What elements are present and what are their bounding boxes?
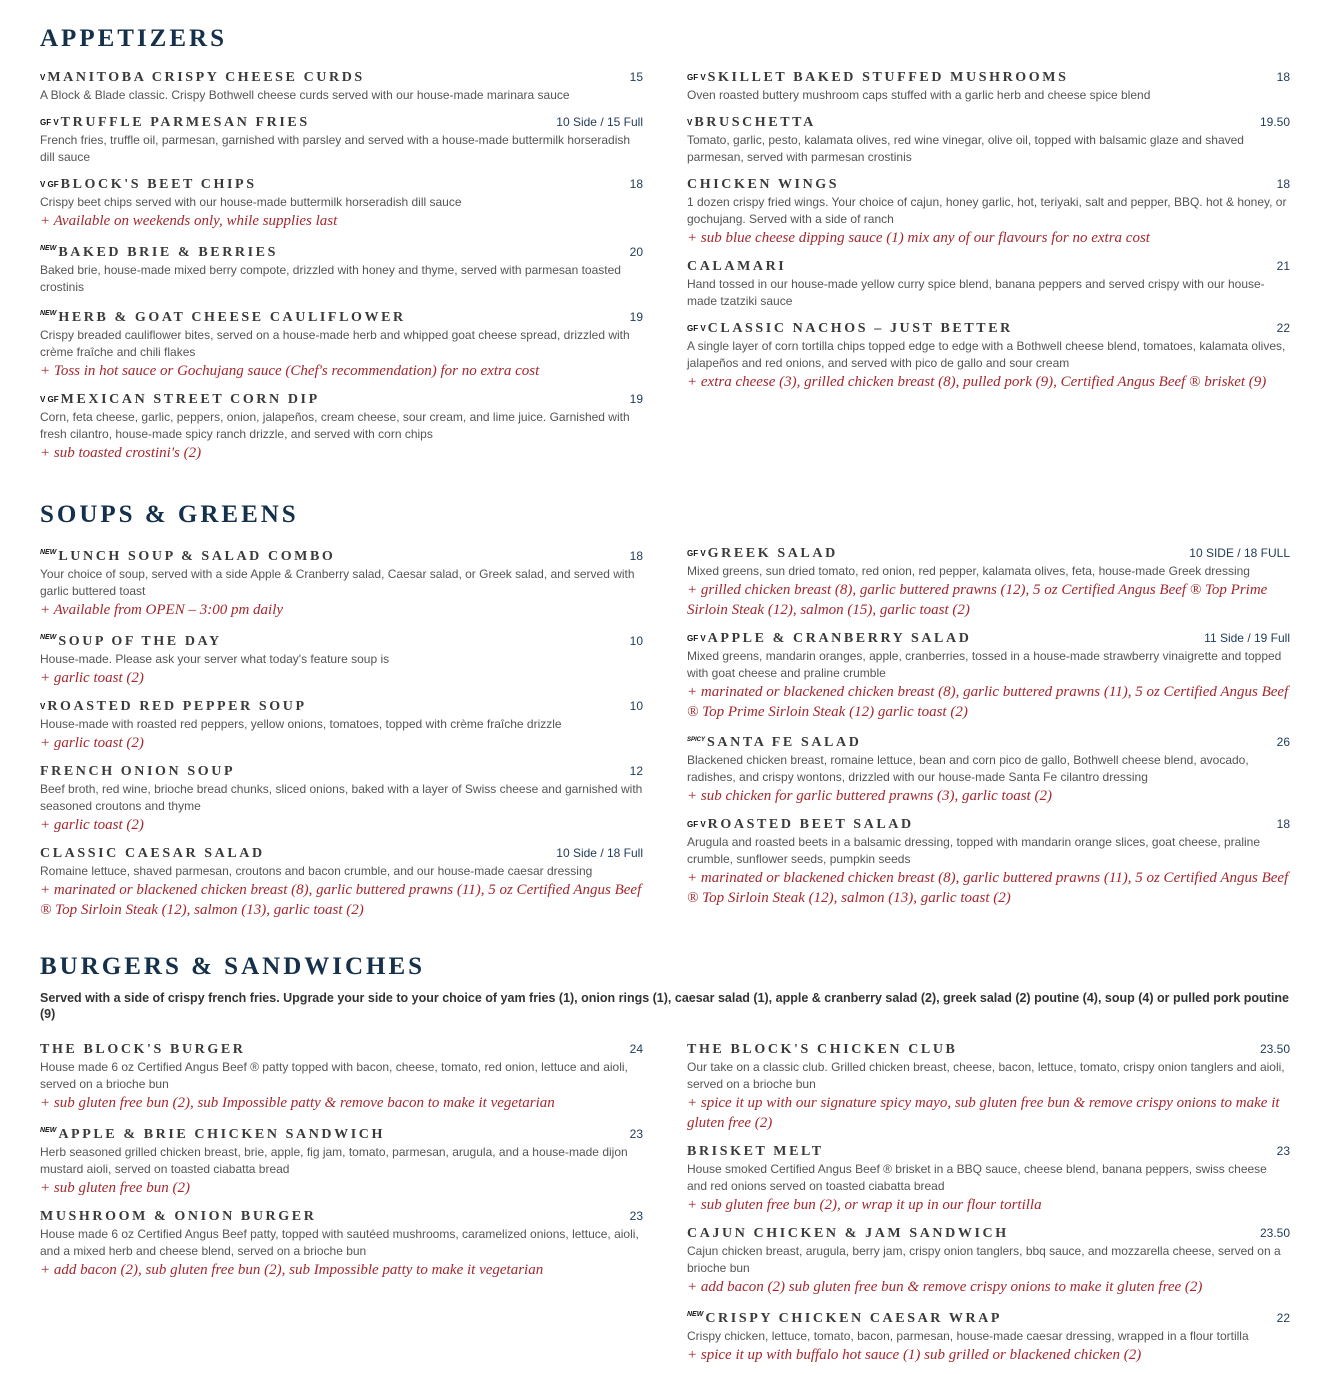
menu-item-title: CAJUN CHICKEN & JAM SANDWICH: [687, 1226, 1009, 1241]
burgers-side-note: Served with a side of crispy french fries. Upgrade your side to your choice of yam fries (1), onion rings (1), caesar salad (1), apple & cranberry salad (2), greek salad (2) poutine (4), soup (4) or pulled pork poutine (9): [40, 991, 1289, 1021]
menu-item-description: Beef broth, red wine, brioche bread chunks, sliced onions, baked with a layer of Swiss cheese and garnished with seasoned croutons and thyme: [40, 782, 643, 813]
menu-item-name: [40, 1041, 246, 1059]
menu-item-description: Oven roasted buttery mushroom caps stuffed with a garlic herb and cheese spice blend: [687, 88, 1151, 102]
menu-item: [40, 175, 643, 231]
menu-item: [687, 1306, 1290, 1365]
menu-item-addon: + sub gluten free bun (2): [40, 1180, 190, 1196]
appetizers-columns: [40, 68, 1290, 472]
menu-item-name: [40, 1208, 316, 1226]
dietary-tag-badge: GF V: [687, 73, 706, 82]
menu-item-header: [687, 629, 1290, 648]
menu-item: [40, 68, 643, 104]
menu-item-description: Cajun chicken breast, arugula, berry jam, crispy onion tanglers, bbq sauce, and mozzarella cheese, served on a brioche bun: [687, 1244, 1281, 1275]
menu-item-addon: + extra cheese (3), grilled chicken breast (8), pulled pork (9), Certified Angus Beef ® brisket (9): [687, 374, 1267, 390]
menu-item-title: FRENCH ONION SOUP: [40, 764, 236, 779]
dietary-tag-badge: NEW: [40, 310, 57, 317]
menu-item-name: [40, 305, 406, 327]
menu-item-description: Mixed greens, sun dried tomato, red onion, red pepper, kalamata olives, feta, house-made Greek dressing: [687, 564, 1250, 578]
menu-item: [40, 1040, 643, 1113]
dietary-tag-badge: NEW: [40, 1127, 57, 1134]
dietary-tag-badge: V: [40, 73, 46, 82]
menu-item-price: 10 SIDE / 18 FULL: [1189, 546, 1290, 560]
burgers-right-column: [687, 1040, 1290, 1374]
menu-item-price: 11 Side / 19 Full: [1204, 631, 1290, 645]
menu-item-title: CLASSIC NACHOS – JUST BETTER: [707, 321, 1013, 336]
soups-right-column: [687, 544, 1290, 929]
menu-item-name: [687, 114, 816, 132]
menu-item-addon: + sub chicken for garlic buttered prawns (3), garlic toast (2): [687, 788, 1052, 804]
menu-item-header: [687, 319, 1290, 338]
menu-item-description: House-made with roasted red peppers, yellow onions, tomatoes, topped with crème fraîche drizzle: [40, 717, 562, 731]
menu-item-addon: + marinated or blackened chicken breast (8), garlic buttered prawns (11), 5 oz Certified Angus Beef ® Top Sirloin Steak (12), salmon (13), garlic toast (2): [40, 882, 642, 918]
menu-item-addon: + marinated or blackened chicken breast (8), garlic buttered prawns (11), 5 oz Certified Angus Beef ® Top Sirloin Steak (12), salmon (13), garlic toast (2): [687, 870, 1289, 906]
menu-item-header: [40, 762, 643, 781]
menu-item-price: 19: [629, 392, 643, 406]
dietary-tag-badge: V: [40, 702, 46, 711]
dietary-tag-badge: NEW: [40, 245, 57, 252]
section-title-burgers-sandwiches: BURGERS & SANDWICHES: [40, 953, 426, 980]
menu-item-name: [40, 114, 310, 132]
menu-item-title: MEXICAN STREET CORN DIP: [60, 392, 320, 407]
menu-item-name: [687, 1041, 958, 1059]
menu-item: [40, 629, 643, 688]
menu-item: [40, 697, 643, 753]
menu-item-title: BRUSCHETTA: [694, 115, 816, 130]
menu-item-price: 15: [629, 70, 643, 84]
menu-item-header: [40, 113, 643, 132]
menu-item-description: Corn, feta cheese, garlic, peppers, onion, jalapeños, cream cheese, sour cream, and lime juice. Garnished with fresh cilantro, house-made spicy ranch drizzle, and served with corn chips: [40, 410, 630, 441]
burgers-columns: [40, 1040, 1290, 1374]
menu-item-title: SKILLET BAKED STUFFED MUSHROOMS: [707, 70, 1069, 85]
menu-item-description: Baked brie, house-made mixed berry compote, drizzled with honey and thyme, served with parmesan toasted crostinis: [40, 263, 621, 294]
menu-item-price: 26: [1276, 735, 1290, 749]
menu-item-description: Herb seasoned grilled chicken breast, brie, apple, fig jam, tomato, parmesan, arugula, and a house-made dijon mustard aioli, served on toasted ciabatta bread: [40, 1145, 628, 1176]
menu-item-price: 23: [629, 1127, 643, 1141]
soups-columns: [40, 544, 1290, 929]
menu-item-addon: + spice it up with our signature spicy mayo, sub gluten free bun & remove crispy onions to make it gluten free (2): [687, 1095, 1280, 1131]
menu-item: [687, 113, 1290, 166]
menu-item-price: 10: [629, 699, 643, 713]
menu-item-price: 19.50: [1259, 115, 1290, 129]
menu-item: [687, 1040, 1290, 1133]
menu-item-name: [40, 629, 222, 651]
menu-item-title: SOUP OF THE DAY: [58, 634, 222, 649]
menu-item-description: French fries, truffle oil, parmesan, garnished with parsley and served with a house-made buttermilk horseradish dill sauce: [40, 133, 631, 164]
dietary-tag-badge: GF V: [687, 549, 706, 558]
dietary-tag-badge: GF V: [40, 118, 59, 127]
menu-item-description: Mixed greens, mandarin oranges, apple, cranberries, tossed in a house-made strawberry vinaigrette and topped with goat cheese and praline crumble: [687, 649, 1282, 680]
section-title-appetizers: APPETIZERS: [40, 25, 227, 52]
menu-item-title: THE BLOCK'S BURGER: [40, 1042, 246, 1057]
menu-item-description: 1 dozen crispy fried wings. Your choice of cajun, honey garlic, hot, teriyaki, salt and pepper, BBQ. hot & honey, or gochujang. Served with a side of ranch: [687, 195, 1287, 226]
menu-item-title: MUSHROOM & ONION BURGER: [40, 1209, 317, 1224]
menu-item-header: [40, 240, 643, 262]
menu-item-header: [687, 1224, 1290, 1243]
menu-item-description: Your choice of soup, served with a side Apple & Cranberry salad, Caesar salad, or Greek salad, and served with garlic buttered toast: [40, 567, 635, 598]
menu-item-title: GREEK SALAD: [707, 546, 838, 561]
menu-item-name: [40, 176, 257, 194]
menu-item-name: [40, 763, 235, 781]
menu-item: [687, 1224, 1290, 1297]
menu-item-addon: + sub toasted crostini's (2): [40, 445, 202, 461]
menu-item-description: Romaine lettuce, shaved parmesan, croutons and bacon crumble, and our house-made caesar dressing: [40, 864, 593, 878]
menu-item-addon: + add bacon (2), sub gluten free bun (2), sub Impossible patty to make it vegetarian: [40, 1262, 544, 1278]
menu-item-header: [687, 175, 1290, 194]
menu-item-header: [40, 1122, 643, 1144]
menu-item-name: [40, 544, 335, 566]
menu-item-header: [687, 731, 1290, 752]
menu-item-title: BRISKET MELT: [687, 1144, 824, 1159]
menu-item-title: BAKED BRIE & BERRIES: [58, 245, 278, 260]
menu-item-header: [687, 257, 1290, 276]
menu-item-title: ROASTED RED PEPPER SOUP: [47, 699, 307, 714]
menu-item-price: 18: [629, 177, 643, 191]
appetizers-left-column: [40, 68, 643, 472]
dietary-tag-badge: V GF: [40, 180, 59, 189]
menu-item: [40, 240, 643, 296]
menu-item-price: 21: [1276, 259, 1290, 273]
menu-item-header: [687, 544, 1290, 563]
menu-item-description: Our take on a classic club. Grilled chicken breast, cheese, bacon, lettuce, tomato, crispy onion tanglers and aioli, served on a brioche bun: [687, 1060, 1285, 1091]
dietary-tag-badge: NEW: [40, 634, 57, 641]
burgers-sandwiches-section: [40, 952, 1290, 1374]
menu-item-header: [687, 1142, 1290, 1161]
menu-item-title: TRUFFLE PARMESAN FRIES: [60, 115, 310, 130]
menu-item-addon: + grilled chicken breast (8), garlic buttered prawns (12), 5 oz Certified Angus Beef ® Top Prime Sirloin Steak (12), salmon (15), garlic toast (2): [687, 582, 1268, 618]
menu-item-description: House made 6 oz Certified Angus Beef patty, topped with sautéed mushrooms, caramelized onions, lettuce, aioli, and a mixed herb and cheese blend, served on a brioche bun: [40, 1227, 639, 1258]
menu-item-header: [40, 544, 643, 566]
menu-item-name: [687, 1306, 1002, 1328]
menu-item-description: Crispy beet chips served with our house-made buttermilk horseradish dill sauce: [40, 195, 462, 209]
menu-item-price: 24: [629, 1042, 643, 1056]
menu-item-title: SANTA FE SALAD: [707, 735, 862, 750]
menu-item-addon: + sub blue cheese dipping sauce (1) mix any of our flavours for no extra cost: [687, 230, 1150, 246]
menu-item-price: 10 Side / 18 Full: [556, 846, 643, 860]
menu-item-addon: + Available on weekends only, while supplies last: [40, 213, 338, 229]
menu-item-name: [40, 698, 307, 716]
menu-item-title: THE BLOCK'S CHICKEN CLUB: [687, 1042, 958, 1057]
menu-item-description: House-made. Please ask your server what today's feature soup is: [40, 652, 390, 666]
dietary-tag-badge: V: [687, 118, 693, 127]
menu-item-name: [40, 391, 320, 409]
menu-item-title: ROASTED BEET SALAD: [707, 817, 914, 832]
menu-item-name: [40, 69, 365, 87]
menu-item-addon: + Available from OPEN – 3:00 pm daily: [40, 602, 284, 618]
menu-item-price: 23: [629, 1209, 643, 1223]
menu-item: [687, 731, 1290, 806]
menu-item-header: [40, 629, 643, 651]
dietary-tag-badge: GF V: [687, 634, 706, 643]
menu-item-name: [687, 320, 1013, 338]
menu-item-title: CALAMARI: [687, 259, 787, 274]
menu-item-description: A single layer of corn tortilla chips topped edge to edge with a Bothwell cheese blend, tomatoes, kalamata olives, jalapeños and red onions, and served with pico de gallo and sour cream: [687, 339, 1286, 370]
menu-item: [687, 319, 1290, 392]
menu-item-addon: + spice it up with buffalo hot sauce (1) sub grilled or blackened chicken (2): [687, 1347, 1142, 1363]
menu-item-addon: + Toss in hot sauce or Gochujang sauce (Chef's recommendation) for no extra cost: [40, 363, 540, 379]
menu-item-name: [687, 545, 838, 563]
menu-item-price: 18: [629, 549, 643, 563]
menu-item-header: [687, 68, 1290, 87]
menu-item-price: 23.50: [1259, 1042, 1290, 1056]
section-title-soups-greens: SOUPS & GREENS: [40, 501, 299, 528]
menu-item: [40, 544, 643, 620]
menu-item-title: APPLE & BRIE CHICKEN SANDWICH: [58, 1127, 385, 1142]
menu-item-description: Crispy chicken, lettuce, tomato, bacon, parmesan, house-made caesar dressing, wrapped in a flour tortilla: [687, 1329, 1249, 1343]
menu-item-price: 18: [1276, 70, 1290, 84]
menu-item-name: [40, 1122, 385, 1144]
menu-item: [687, 629, 1290, 722]
menu-item-title: HERB & GOAT CHEESE CAULIFLOWER: [58, 310, 406, 325]
menu-item-header: [40, 1207, 643, 1226]
menu-item-title: CRISPY CHICKEN CAESAR WRAP: [705, 1311, 1003, 1326]
menu-item-header: [687, 1040, 1290, 1059]
menu-item-title: CHICKEN WINGS: [687, 177, 840, 192]
menu-page: [40, 24, 1290, 1363]
appetizers-right-column: [687, 68, 1290, 472]
menu-item-header: [40, 390, 643, 409]
menu-item-addon: + add bacon (2) sub gluten free bun & remove crispy onions to make it gluten free (2): [687, 1279, 1203, 1295]
dietary-tag-badge: NEW: [40, 549, 57, 556]
menu-item-description: House made 6 oz Certified Angus Beef ® patty topped with bacon, cheese, tomato, red onion, lettuce and aioli, served on a brioche bun: [40, 1060, 628, 1091]
dietary-tag-badge: GF V: [687, 324, 706, 333]
menu-item-header: [687, 113, 1290, 132]
menu-item: [687, 1142, 1290, 1215]
menu-item-price: 12: [629, 764, 643, 778]
menu-item: [687, 815, 1290, 908]
menu-item-header: [687, 815, 1290, 834]
menu-item-name: [687, 176, 839, 194]
dietary-tag-badge: NEW: [687, 1311, 704, 1318]
menu-item: [40, 305, 643, 381]
menu-item-description: A Block & Blade classic. Crispy Bothwell cheese curds served with our house-made marinara sauce: [40, 88, 570, 102]
menu-item-title: MANITOBA CRISPY CHEESE CURDS: [47, 70, 365, 85]
menu-item-title: LUNCH SOUP & SALAD COMBO: [58, 549, 336, 564]
menu-item-addon: + marinated or blackened chicken breast (8), garlic buttered prawns (11), 5 oz Certified Angus Beef ® Top Prime Sirloin Steak (12) garlic toast (2): [687, 684, 1289, 720]
menu-item-description: Arugula and roasted beets in a balsamic dressing, topped with mandarin orange slices, goat cheese, praline crumble, sunflower seeds, pumpkin seeds: [687, 835, 1261, 866]
menu-item-price: 10 Side / 15 Full: [556, 115, 643, 129]
menu-item-name: [687, 69, 1068, 87]
menu-item-price: 19: [629, 310, 643, 324]
menu-item-header: [40, 68, 643, 87]
menu-item-addon: + sub gluten free bun (2), sub Impossible patty & remove bacon to make it vegetarian: [40, 1095, 555, 1111]
menu-item-description: House smoked Certified Angus Beef ® brisket in a BBQ sauce, cheese blend, banana peppers, swiss cheese and red onions served on toasted ciabatta bread: [687, 1162, 1267, 1193]
menu-item-header: [40, 1040, 643, 1059]
menu-item-header: [687, 1306, 1290, 1328]
menu-item-price: 10: [629, 634, 643, 648]
menu-item-description: Hand tossed in our house-made yellow curry spice blend, banana peppers and served crispy with our house-made tzatziki sauce: [687, 277, 1265, 308]
menu-item: [687, 257, 1290, 310]
menu-item-price: 22: [1276, 1311, 1290, 1325]
menu-item-title: APPLE & CRANBERRY SALAD: [707, 631, 972, 646]
soups-left-column: [40, 544, 643, 929]
dietary-tag-badge: SPICY: [687, 737, 706, 743]
menu-item-header: [40, 697, 643, 716]
menu-item-addon: + sub gluten free bun (2), or wrap it up in our flour tortilla: [687, 1197, 1042, 1213]
menu-item-title: CLASSIC CAESAR SALAD: [40, 846, 265, 861]
menu-item: [687, 175, 1290, 248]
appetizers-section: [40, 24, 1290, 472]
menu-item-description: Blackened chicken breast, romaine lettuce, bean and corn pico de gallo, Bothwell cheese blend, avocado, radishes, and crispy wontons, drizzled with our house-made Santa Fe cilantro dressing: [687, 753, 1249, 784]
menu-item: [40, 1122, 643, 1198]
menu-item-title: BLOCK'S BEET CHIPS: [60, 177, 257, 192]
menu-item-price: 18: [1276, 177, 1290, 191]
menu-item-name: [687, 258, 786, 276]
menu-item: [40, 113, 643, 166]
menu-item-description: Tomato, garlic, pesto, kalamata olives, red wine vinegar, olive oil, topped with balsamic glaze and shaved parmesan, served with parmesan crostinis: [687, 133, 1244, 164]
menu-item-name: [40, 845, 265, 863]
menu-item-price: 22: [1276, 321, 1290, 335]
menu-item-price: 18: [1276, 817, 1290, 831]
menu-item-description: Crispy breaded cauliflower bites, served on a house-made herb and whipped goat cheese spread, drizzled with crème fraîche and chili flakes: [40, 328, 630, 359]
menu-item-price: 20: [629, 245, 643, 259]
menu-item: [687, 544, 1290, 620]
menu-item-name: [687, 816, 914, 834]
menu-item-addon: + garlic toast (2): [40, 670, 144, 686]
menu-item-header: [40, 175, 643, 194]
menu-item-name: [40, 240, 278, 262]
menu-item-header: [40, 844, 643, 863]
menu-item: [40, 1207, 643, 1280]
menu-item-name: [687, 630, 971, 648]
menu-item-name: [687, 731, 861, 752]
dietary-tag-badge: V GF: [40, 395, 59, 404]
menu-item-name: [687, 1143, 824, 1161]
dietary-tag-badge: GF V: [687, 820, 706, 829]
menu-item-name: [687, 1225, 1009, 1243]
menu-item-header: [40, 305, 643, 327]
menu-item-addon: + garlic toast (2): [40, 817, 144, 833]
burgers-left-column: [40, 1040, 643, 1374]
menu-item: [40, 844, 643, 920]
menu-item-addon: + garlic toast (2): [40, 735, 144, 751]
menu-item: [40, 390, 643, 463]
menu-item-price: 23.50: [1259, 1226, 1290, 1240]
soups-greens-section: [40, 500, 1290, 929]
menu-item-price: 23: [1276, 1144, 1290, 1158]
menu-item: [40, 762, 643, 835]
menu-item: [687, 68, 1290, 104]
